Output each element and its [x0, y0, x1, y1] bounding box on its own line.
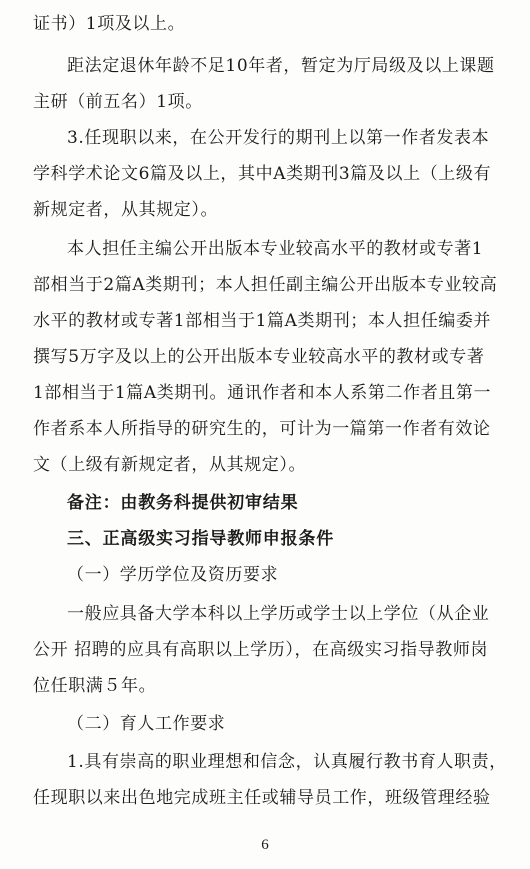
- text-line-9: 水平的教材或专著1部相当于1篇A类期刊；本人担任编委并: [33, 311, 492, 331]
- text-line-21: 1.具有崇高的职业理想和信念，认真履行教书育人职责，: [67, 752, 507, 772]
- subsection-heading-2: （二）育人工作要求: [67, 714, 226, 734]
- text-line-22: 任现职以来出色地完成班主任或辅导员工作，班级管理经验: [33, 788, 491, 808]
- text-line-18: 公开 招聘的应具有高职以上学历），在高级实习指导教师岗: [33, 640, 489, 660]
- text-line-5: 学科学术论文6篇及以上，其中A类期刊3篇及以上（上级有: [33, 164, 492, 184]
- subsection-heading-1: （一）学历学位及资历要求: [67, 565, 279, 585]
- text-line-11: 1部相当于1篇A类期刊。通讯作者和本人系第二作者且第一: [33, 383, 492, 403]
- text-line-8: 部相当于2篇A类期刊；本人担任副主编公开出版本专业较高: [33, 275, 498, 295]
- text-line-10: 撰写5万字及以上的公开出版本专业较高水平的教材或专著: [33, 347, 485, 367]
- text-line-13: 文（上级有新规定者，从其规定）。: [33, 455, 307, 475]
- text-line-17: 一般应具备大学本科以上学历或学士以上学位（从企业: [67, 604, 490, 624]
- text-line-12: 作者系本人所指导的研究生的，可计为一篇第一作者有效论: [33, 419, 491, 439]
- text-line-19: 位任职满５年。: [33, 676, 157, 696]
- text-line-4: 3.任现职以来，在公开发行的期刊上以第一作者发表本: [67, 128, 490, 148]
- section-heading: 三、正高级实习指导教师申报条件: [67, 529, 334, 549]
- page-number: 6: [261, 837, 269, 853]
- note-heading: 备注：由教务科提供初审结果: [67, 493, 299, 513]
- text-line-2: 距法定退休年龄不足10年者，暂定为厅局级及以上课题: [67, 56, 495, 76]
- text-line-6: 新规定者，从其规定）。: [33, 200, 219, 220]
- text-line-1: 证书）1项及以上。: [33, 14, 186, 34]
- text-line-3: 主研（前五名）1项。: [33, 92, 203, 112]
- text-line-7: 本人担任主编公开出版本专业较高水平的教材或专著1: [67, 239, 484, 259]
